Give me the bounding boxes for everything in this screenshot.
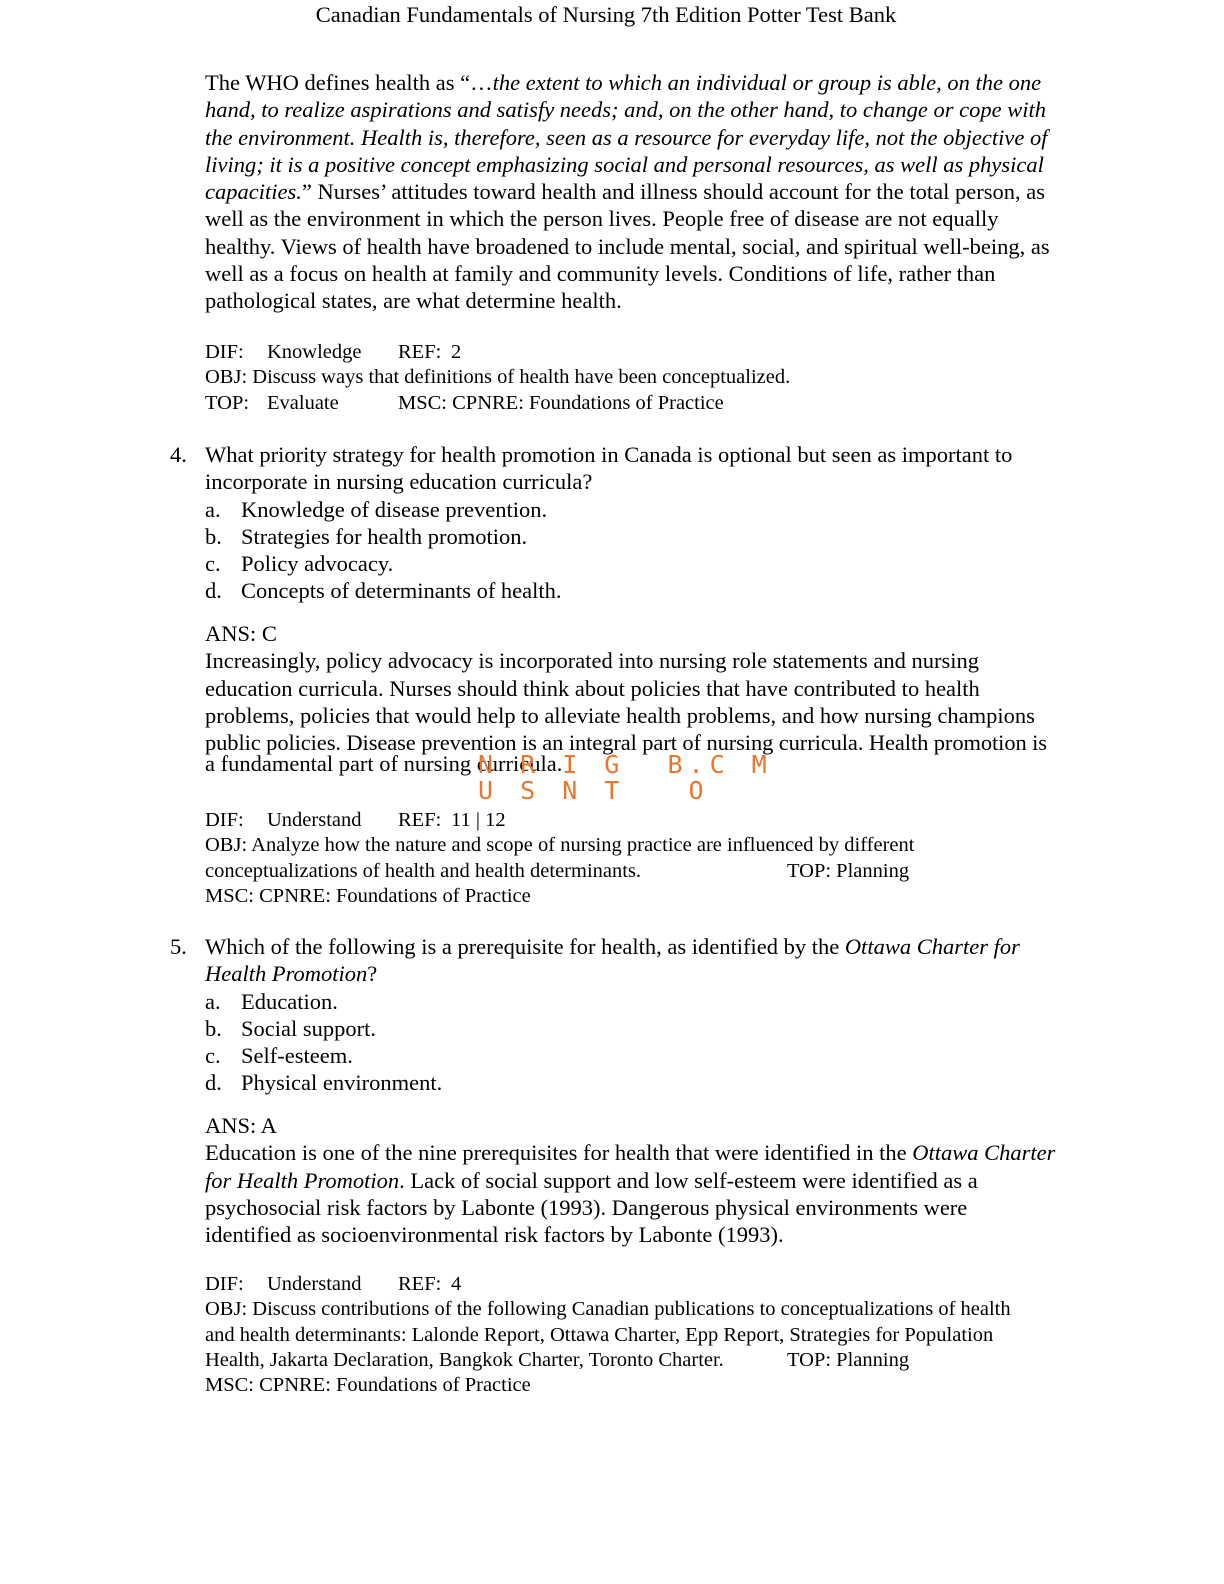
rationale-italic-title: Ottawa Charter [912, 1140, 1056, 1166]
rationale-line: public policies. Disease prevention is an integral part of nursing curricula. Health promotion is [205, 730, 1047, 756]
ref-value: 11 | 12 [451, 809, 506, 831]
question-stem-line [205, 933, 1115, 960]
ref-value: 2 [451, 341, 462, 363]
who-quote-text: the extent to which an individual or group is able, on the one [492, 70, 1042, 95]
rationale-line [205, 1167, 1115, 1194]
answer-choice [205, 1069, 1115, 1096]
who-quote-line: living; it is a positive concept emphasizing social and personal resources, as well as physical [205, 151, 1044, 177]
top-label: TOP: [205, 391, 250, 414]
dif-ref-row [205, 340, 1115, 365]
q3-rationale [205, 69, 1115, 315]
obj-text: OBJ: Discuss ways that definitions of health have been conceptualized. [205, 366, 791, 389]
obj-top-row [205, 1348, 1115, 1373]
q3-metadata [205, 340, 1115, 416]
site-watermark-line1: N R I G B.C M [478, 750, 773, 779]
msc-row [205, 1373, 1115, 1398]
question-number: 4. [170, 442, 187, 467]
obj-row [205, 365, 1115, 390]
question-stem-line: What priority strategy for health promotion in Canada is optional but seen as important to [205, 442, 1013, 467]
rationale-line [205, 1139, 1115, 1166]
q3-rationale-line: well as the environment in which the person lives. People free of disease are not equally [205, 206, 999, 232]
choice-letter: a. [205, 496, 221, 522]
obj-text: OBJ: Analyze how the nature and scope of nursing practice are influenced by different [205, 834, 915, 857]
choice-text: Knowledge of disease prevention. [241, 496, 548, 522]
dif-ref-row [205, 808, 1115, 833]
choice-letter: a. [205, 988, 221, 1014]
who-quote-line: hand, to realize aspirations and satisfy needs; and, on the other hand, to change or cope with [205, 97, 1046, 123]
rationale-line: a fundamental part of nursing curricula. [205, 751, 563, 777]
q4-metadata [205, 808, 1115, 909]
q5-answer-block [205, 1112, 1115, 1248]
answer-choice [205, 496, 1115, 523]
obj-row [205, 1323, 1115, 1348]
who-quote-text: capacities. [205, 179, 302, 205]
top-text: TOP: Planning [787, 859, 910, 882]
rationale-line: problems, policies that would help to alleviate health problems, and how nursing champions [205, 702, 1035, 728]
who-quote-line: the environment. Health is, therefore, seen as a resource for everyday life, not the objective of [205, 124, 1048, 150]
choice-text: Strategies for health promotion. [241, 523, 528, 549]
choice-letter: d. [205, 1070, 222, 1096]
ref-value: 4 [451, 1273, 462, 1295]
q3-rationale-line [205, 69, 1115, 96]
answer-key: ANS: C [205, 621, 277, 646]
top-value: Evaluate [267, 391, 339, 414]
answer-choice [205, 577, 1115, 604]
ref-label: REF: [398, 1273, 442, 1295]
rationale-line: identified as socioenvironmental risk factors by Labonte (1993). [205, 1222, 784, 1248]
choice-letter: b. [205, 1015, 222, 1041]
dif-value: Understand [267, 1273, 362, 1295]
dif-label: DIF: [205, 809, 244, 831]
choice-letter: b. [205, 523, 222, 549]
page-header-title: Canadian Fundamentals of Nursing 7th Edition Potter Test Bank [315, 2, 897, 27]
choice-text: Self-esteem. [241, 1043, 353, 1069]
ref-label: REF: [398, 341, 442, 363]
q3-rationale-line [205, 178, 1115, 205]
choice-letter: d. [205, 578, 222, 604]
rationale-line: psychosocial risk factors by Labonte (1993). Dangerous physical environments were [205, 1194, 968, 1220]
obj-text: conceptualizations of health and health determinants. [205, 859, 642, 882]
answer-key: ANS: A [205, 1113, 277, 1138]
stem-text: ? [367, 961, 378, 987]
obj-text: Health, Jakarta Declaration, Bangkok Charter, Toronto Charter. [205, 1348, 724, 1371]
choice-text: Education. [241, 988, 338, 1014]
answer-choice [205, 988, 1115, 1015]
q5-metadata [205, 1272, 1115, 1398]
choice-text: Concepts of determinants of health. [241, 578, 562, 604]
rationale-text: ” Nurses’ attitudes toward health and illness should account for the total person, as [301, 179, 1045, 205]
msc-text: MSC: CPNRE: Foundations of Practice [205, 1374, 531, 1397]
rationale-italic-title: for Health Promotion [205, 1167, 400, 1193]
choice-text: Social support. [241, 1015, 376, 1041]
obj-text: OBJ: Discuss contributions of the following Canadian publications to conceptualizations of health [205, 1298, 1011, 1321]
msc-row [205, 884, 1115, 909]
question-number: 5. [170, 934, 187, 959]
dif-value: Knowledge [267, 341, 362, 363]
q3-rationale-line: well as a focus on health at family and community levels. Conditions of life, rather than [205, 261, 996, 287]
choice-letter: c. [205, 1043, 221, 1069]
obj-row [205, 1297, 1115, 1322]
rationale-text: Education is one of the nine prerequisites for health that were identified in the [205, 1140, 913, 1166]
obj-row [205, 833, 1115, 858]
rationale-line: Increasingly, policy advocacy is incorporated into nursing role statements and nursing [205, 648, 979, 674]
rationale-text: The WHO defines health as “… [205, 70, 493, 95]
top-msc-row [205, 391, 1115, 416]
question-4 [205, 441, 1115, 605]
rationale-line: education curricula. Nurses should think about policies that have contributed to health [205, 675, 980, 701]
question-stem-line [205, 960, 1115, 987]
dif-label: DIF: [205, 1273, 244, 1295]
choice-letter: c. [205, 551, 221, 577]
obj-text: and health determinants: Lalonde Report, Ottawa Charter, Epp Report, Strategies for Population [205, 1323, 994, 1346]
dif-ref-row [205, 1272, 1115, 1297]
rationale-text: . Lack of social support and low self-esteem were identified as a [399, 1167, 978, 1193]
ref-label: REF: [398, 809, 442, 831]
answer-choice [205, 550, 1115, 577]
answer-choice [205, 1042, 1115, 1069]
stem-italic-title: Health Promotion [205, 961, 368, 987]
dif-value: Understand [267, 809, 362, 831]
answer-choice [205, 523, 1115, 550]
q3-rationale-line: pathological states, are what determine health. [205, 288, 622, 314]
stem-italic-title: Ottawa Charter for [844, 934, 1020, 959]
q3-rationale-line: healthy. Views of health have broadened to include mental, social, and spiritual well-being, as [205, 233, 1050, 259]
answer-choice [205, 1015, 1115, 1042]
dif-label: DIF: [205, 341, 244, 363]
stem-text: Which of the following is a prerequisite for health, as identified by the [205, 934, 845, 959]
choice-text: Policy advocacy. [241, 551, 394, 577]
top-text: TOP: Planning [787, 1348, 910, 1371]
question-5 [205, 933, 1115, 1097]
msc-text: MSC: CPNRE: Foundations of Practice [205, 884, 531, 907]
msc-text: MSC: CPNRE: Foundations of Practice [398, 391, 724, 414]
obj-top-row [205, 859, 1115, 884]
choice-text: Physical environment. [241, 1070, 443, 1096]
question-stem-line: incorporate in nursing education curricula? [205, 469, 593, 495]
site-watermark-line2: U S N T O [478, 776, 710, 805]
